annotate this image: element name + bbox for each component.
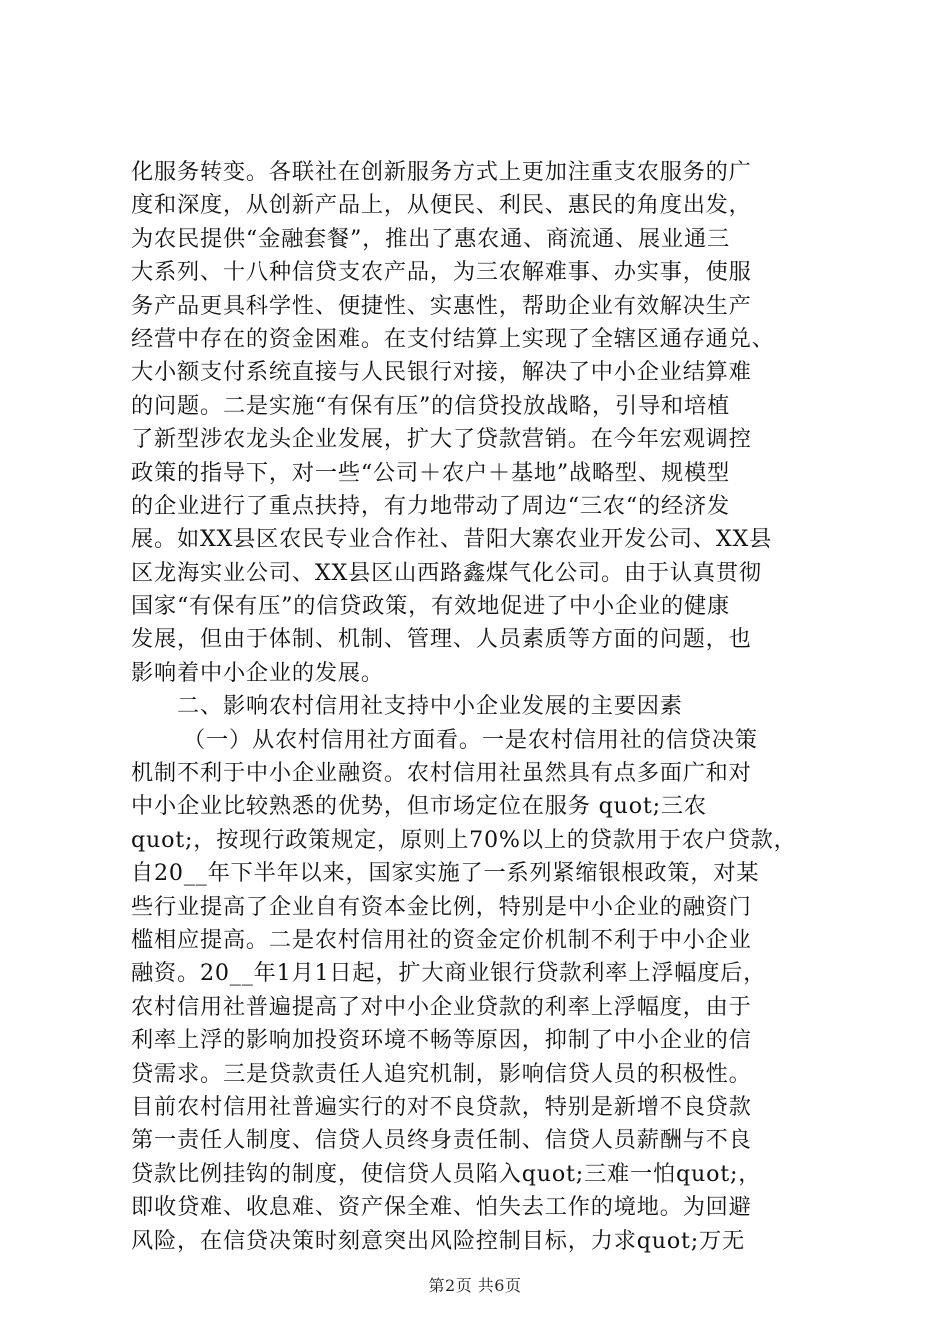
body-line: 国家“有保有压”的信贷政策，有效地促进了中小企业的健康	[131, 593, 730, 620]
body-line: 第一责任人制度、信贷人员终身责任制、信贷人员薪酬与不良	[131, 1127, 752, 1154]
body-line: 贷款比例挂钩的制度，使信贷人员陷入quot;三难一怕quot;，	[131, 1160, 762, 1187]
body-line: 度和深度，从创新产品上，从便民、利民、惠民的角度出发，	[131, 192, 752, 219]
subsection-first-line: （一）从农村信用社方面看。一是农村信用社的信贷决策	[183, 726, 758, 753]
body-line: 自20__年下半年以来，国家实施了一系列紧缩银根政策，对某	[131, 860, 760, 887]
body-line: 了新型涉农龙头企业发展，扩大了贷款营销。在今年宏观调控	[131, 426, 752, 453]
body-line: 中小企业比较熟悉的优势，但市场定位在服务 quot;三农	[131, 793, 707, 820]
body-line: 机制不利于中小企业融资。农村信用社虽然具有点多面广和对	[131, 760, 752, 787]
body-line: 化服务转变。各联社在创新服务方式上更加注重支农服务的广	[131, 159, 752, 185]
body-line: quot;，按现行政策规定，原则上70%以上的贷款用于农户贷款，	[131, 826, 797, 853]
body-line: 的企业进行了重点扶持，有力地带动了周边“三农“的经济发	[131, 492, 730, 519]
body-line: 融资。20__年1月1日起，扩大商业银行贷款利率上浮幅度后，	[131, 960, 767, 987]
body-line: 影响着中小企业的发展。	[131, 659, 384, 686]
body-line: 目前农村信用社普遍实行的对不良贷款，特别是新增不良贷款	[131, 1093, 752, 1120]
body-line: 务产品更具科学性、便捷性、实惠性，帮助企业有效解决生产	[131, 292, 752, 319]
body-line: 大系列、十八种信贷支农产品，为三农解难事、办实事，使服	[131, 259, 752, 286]
body-line: 风险，在信贷决策时刻意突出风险控制目标，力求quot;万无	[131, 1227, 745, 1254]
body-line: 大小额支付系统直接与人民银行对接，解决了中小企业结算难	[131, 359, 752, 386]
body-line: 政策的指导下，对一些“公司＋农户＋基地”战略型、规模型	[131, 459, 730, 486]
body-line: 展。如XX县区农民专业合作社、昔阳大寨农业开发公司、XX县	[131, 526, 773, 553]
body-line: 些行业提高了企业自有资本金比例，特别是中小企业的融资门	[131, 893, 752, 920]
body-line: 即收贷难、收息难、资产保全难、怕失去工作的境地。为回避	[131, 1194, 752, 1221]
body-line: 经营中存在的资金困难。在支付结算上实现了全辖区通存通兑、	[131, 325, 775, 352]
body-line: 发展，但由于体制、机制、管理、人员素质等方面的问题，也	[131, 626, 752, 653]
body-line: 槛相应提高。二是农村信用社的资金定价机制不利于中小企业	[131, 926, 752, 953]
body-line: 区龙海实业公司、XX县区山西路鑫煤气化公司。由于认真贯彻	[131, 559, 762, 586]
document-body	[131, 156, 831, 1258]
body-line: 贷需求。三是贷款责任人追究机制，影响信贷人员的积极性。	[131, 1060, 752, 1087]
body-line: 利率上浮的影响加投资环境不畅等原因，抑制了中小企业的信	[131, 1027, 752, 1054]
body-line: 为农民提供“金融套餐”，推出了惠农通、商流通、展业通三	[131, 225, 730, 252]
body-line: 的问题。二是实施“有保有压”的信贷投放战略，引导和培植	[131, 392, 730, 419]
section-heading: 二、影响农村信用社支持中小企业发展的主要因素	[177, 693, 683, 720]
page-number-footer: 第2页 共6页	[428, 1276, 522, 1295]
body-line: 农村信用社普遍提高了对中小企业贷款的利率上浮幅度，由于	[131, 993, 752, 1020]
